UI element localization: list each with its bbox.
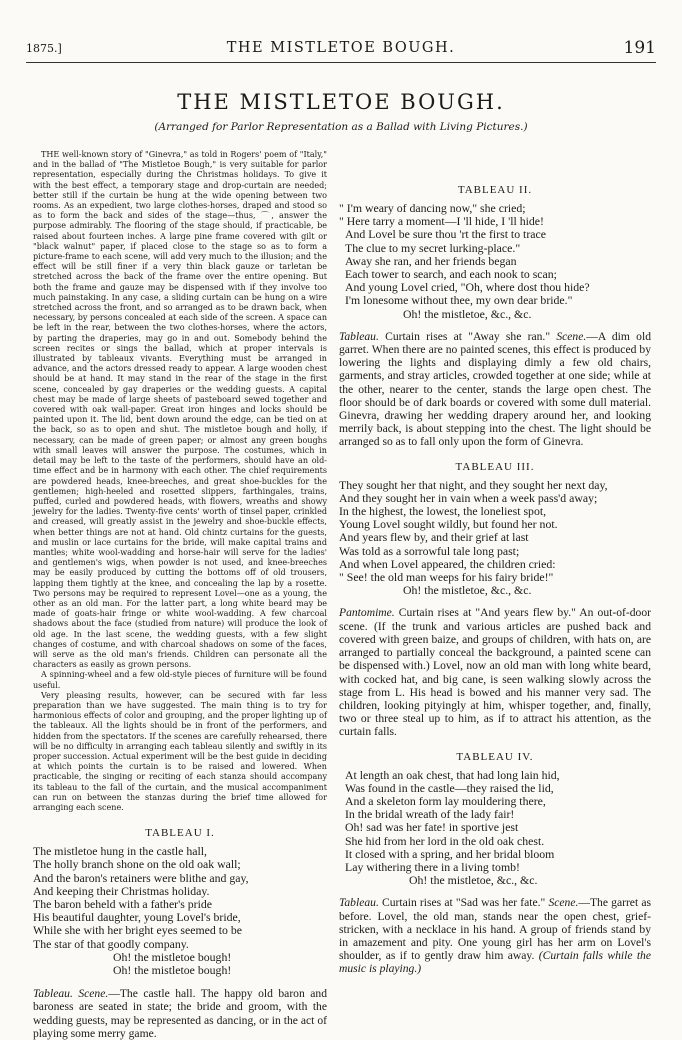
verse-line: Each tower to search, and each nook to scan; bbox=[345, 267, 557, 282]
verse-line: She hid from her lord in the old oak chest. bbox=[345, 833, 545, 848]
refrain-line: Oh! the mistletoe bough! bbox=[113, 963, 232, 978]
verse-line: In the bridal wreath of the lady fair! bbox=[345, 807, 515, 822]
verse-line: And when Lovel appeared, the children cried: bbox=[339, 556, 556, 571]
verse-line: The star of that goodly company. bbox=[33, 936, 189, 951]
verse-line: I'm lonesome without thee, my own dear bride." bbox=[345, 293, 573, 308]
tableau-3-heading: TABLEAU III. bbox=[455, 460, 535, 473]
tableau-1-heading: TABLEAU I. bbox=[145, 827, 215, 840]
verse-line: Oh! sad was her fate! in sportive jest bbox=[345, 820, 519, 835]
running-header bbox=[26, 38, 656, 58]
verse-line: And years flew by, and their grief at last bbox=[339, 530, 529, 545]
verse-line: Was found in the castle—they raised the lid, bbox=[345, 780, 554, 795]
tableau-3-verse bbox=[339, 479, 651, 598]
direction-label: Tableau. bbox=[339, 329, 379, 343]
tableau-1-verse bbox=[33, 845, 327, 977]
direction-text: —The garret as before. Lovel, the old man, stands near the open chest, grief-stricken, with a necklace in his hand. A group of friends stand by in amazement and pity. One young girl has her arm on Lovel's shoulder, as if to gently draw him away. bbox=[339, 896, 651, 963]
verse-line: While she with her bright eyes seemed to be bbox=[33, 923, 243, 938]
direction-scene: Scene. bbox=[548, 896, 579, 910]
verse-line: " See! the old man weeps for his fairy bride!" bbox=[339, 570, 554, 585]
direction-scene: Scene. bbox=[556, 329, 587, 343]
direction-end: (Curtain falls while the music is playing.) bbox=[339, 949, 651, 976]
verse-line: They sought her that night, and they sought her next day, bbox=[339, 477, 608, 492]
verse-line: The holly branch shone on the old oak wall; bbox=[33, 857, 241, 872]
intro-paragraph-1: THE well-known story of "Ginevra," as told in Rogers' poem of "Italy," and in the ballad of "The Mistletoe Bough," is very suitable for parlor representation, especially during the Christmas holidays. To give it with the best effect, a temporary stage and drop-curtain are needed; better still if the curtain be hung at the wide opening between two rooms. As an expedient, two large clothes-horses, draped and stood so as to form the back and sides of the stage—thus, ⌒, answer the purpose admirably. The flooring of the stage should, if practicable, be raised about fourteen inches. A large pine frame covered with gilt or "black walnut" paper, if placed close to the stage so as to form a picture-frame to each scene, will add very much to the illusion; and the effect will be still finer if a very thin black gauze or tarletan be stretched across the back of the frame over the entire opening. But both the frame and gauze may be dispensed with if they involve too much painstaking. In any case, a sliding curtain can be hung on a wire stretched across the front, and so arranged as to be drawn back, when necessary, by persons concealed at each side of the screen. A space can be left in the rear, between the two clothes-horses, where the actors, by parting the draperies, may go in and out. Somebody behind the screen recites or sings the ballad, which at proper intervals is illustrated by tableaux vivants. Everything must be arranged in advance, and the actors dressed ready to appear. A large wooden chest should be at hand. It may stand in the rear of the stage in the first scene, concealed by gay draperies or the wedding guests. A capital chest may be made of large sheets of pasteboard sewed together and covered with oak wall-paper. Great iron hinges and locks should be painted upon it. The lid, bent down around the edge, can be tied on at the back, so as to open and shut. The mistletoe bough and holly, if necessary, can be made of green paper; or almost any green boughs with small leaves will answer the purpose. The costumes, which in detail may be left to the taste of the performers, should have an old-time effect and be in harmony with each other. The chief requirements are powdered heads, knee-breeches, and great shoe-buckles for the gentlemen; high-heeled and rosetted slippers, farthingales, trains, puffed, curled and powdered heads, with flowers, wreaths and showy jewelry for the ladies. Twenty-five cents' worth of tinsel paper, crinkled and creased, will greatly assist in the jewelry and shoe-buckle effects, when better things are not at hand. Old chintz curtains for the guests, and muslin or lace curtains for the bride, will make capital trains and mantles; white wool-wadding and horse-hair will serve for the ladies' and gentlemen's wigs, when powder is not used, and knee-breeches may be easily produced by cutting the bottoms off of old trousers, lapping them tightly at the knee, and concealing the lap by a rosette. Two persons may be required to represent Lovel—one as a young, the other as an old man. For the latter part, a long white beard may be made of goats-hair fringe or white wool-wadding. A few charcoal shadows about the face (studied from nature) will produce the look of old age. In the last scene, the wedding guests, with a few slight changes of costume, and with charcoal shadows on some of the faces, will serve as the old man's friends. Children can personate all the characters as easily as grown persons. bbox=[33, 150, 327, 670]
tableau-1-direction bbox=[33, 987, 327, 1040]
direction-text: —The castle hall. The happy old baron and baroness are seated in state; the bride and groom, with the wedding guests, may be represented as dancing, or in the act of playing some merry game. bbox=[33, 987, 327, 1040]
verse-line: His beautiful daughter, young Lovel's bride, bbox=[33, 910, 241, 925]
refrain-line: Oh! the mistletoe, &c., &c. bbox=[403, 583, 532, 598]
tableau-2-direction bbox=[339, 330, 651, 449]
direction-cue: Curtain rises at "Away she ran." bbox=[385, 329, 551, 343]
verse-line: The baron beheld with a father's pride bbox=[33, 897, 213, 912]
refrain-line: Oh! the mistletoe, &c., &c. bbox=[403, 306, 532, 321]
verse-line: In the highest, the lowest, the loneliest spot, bbox=[339, 504, 547, 519]
article-title: THE MISTLETOE BOUGH. bbox=[177, 90, 505, 114]
tableau-3-direction bbox=[339, 606, 651, 738]
direction-label: Tableau. Scene. bbox=[33, 987, 109, 1001]
direction-label: Pantomime. bbox=[339, 606, 395, 620]
tableau-4-direction bbox=[339, 896, 651, 975]
left-column bbox=[33, 148, 327, 1040]
tableau-4-verse bbox=[339, 769, 651, 888]
tableau-2-heading: TABLEAU II. bbox=[457, 184, 533, 196]
verse-line: Lay withering there in a living tomb! bbox=[345, 859, 520, 874]
right-column bbox=[339, 148, 651, 976]
verse-line: And a skeleton form lay mouldering there, bbox=[345, 793, 546, 808]
running-title: THE MISTLETOE BOUGH. bbox=[226, 40, 456, 56]
direction-cue: Curtain rises at "Sad was her fate." bbox=[382, 896, 546, 910]
verse-line: It closed with a spring, and her bridal bloom bbox=[345, 846, 555, 861]
header-year: 1875.] bbox=[26, 42, 62, 55]
direction-cue: Curtain rises at "And years flew by." bbox=[398, 606, 576, 620]
verse-line: And they sought her in vain when a week pass'd away; bbox=[339, 490, 598, 505]
verse-line: And the baron's retainers were blithe and gay, bbox=[33, 870, 249, 885]
verse-line: Away she ran, and her friends began bbox=[345, 253, 517, 268]
intro-paragraph-3: Very pleasing results, however, can be secured with far less preparation than we have suggested. The main thing is to try for harmonious effects of color and grouping, and the proper lighting up of the tableaux. All the lights should be in front of the performers, and hidden from the spectators. If the scenes are carefully rehearsed, there will be no difficulty in arranging each tableau silently and swiftly in its proper succession. Actual experiment will be the best guide in deciding at which points the curtain is to be raised and lowered. When practicable, the singing or reciting of each stanza should accompany its tableau to the fall of the curtain, and the musical accompaniment can run on between the stanzas during the brief time allowed for arranging each scene. bbox=[33, 690, 327, 812]
verse-line: " I'm weary of dancing now," she cried; bbox=[339, 201, 526, 215]
article-subtitle: (Arranged for Parlor Representation as a Ballad with Living Pictures.) bbox=[154, 121, 528, 133]
intro-paragraph-2: A spinning-wheel and a few old-style pieces of furniture will be found useful. bbox=[33, 670, 327, 690]
verse-line: " Here tarry a moment—I 'll hide, I 'll hide! bbox=[339, 214, 544, 229]
verse-line: Was told as a sorrowful tale long past; bbox=[339, 543, 520, 558]
verse-line: Young Lovel sought wildly, but found her not. bbox=[339, 517, 558, 532]
refrain-line: Oh! the mistletoe bough! bbox=[113, 949, 232, 964]
direction-text: —A dim old garret. When there are no painted scenes, this effect is produced by lowering the lights and displaying dimly a few old chairs, garments, and stray articles, crowded together at one side; while at the other, nearer to the center, stands the large open chest. The floor should be of dark boards or covered with some dull material. Ginevra, drawing her wedding drapery around her, and looking merrily back, is about stepping into the chest. The light should be arranged so as to fall only upon the form of Ginevra. bbox=[339, 329, 651, 449]
verse-line: And keeping their Christmas holiday. bbox=[33, 883, 210, 898]
verse-line: And Lovel be sure thou 'rt the first to trace bbox=[345, 227, 546, 242]
verse-line: And young Lovel cried, "Oh, where dost thou hide? bbox=[345, 280, 590, 295]
verse-line: The mistletoe hung in the castle hall, bbox=[33, 844, 207, 859]
tableau-2-verse bbox=[339, 202, 651, 321]
direction-text: An out-of-door scene. (If the trunk and various articles are pushed back and covered with green baize, and groups of children, with hats on, are arranged to partially conceal the background, a painted scene can be dispensed with.) Lovel, now an old man with long white beard, with cocked hat, and big cane, is seen walking slowly across the stage from L. His head is bowed and his manner very sad. The children, looking pityingly at him, whisper together, and, finally, two or three steal up to him, as if to attract his attention, as the curtain falls. bbox=[339, 606, 651, 739]
direction-label: Tableau. bbox=[339, 896, 379, 910]
tableau-4-heading: TABLEAU IV. bbox=[456, 750, 534, 763]
refrain-line: Oh! the mistletoe, &c., &c. bbox=[409, 873, 538, 888]
header-rule bbox=[26, 62, 656, 63]
verse-line: At length an oak chest, that had long lain hid, bbox=[345, 767, 560, 782]
verse-line: The clue to my secret lurking-place." bbox=[345, 240, 521, 255]
page-number: 191 bbox=[623, 38, 656, 58]
